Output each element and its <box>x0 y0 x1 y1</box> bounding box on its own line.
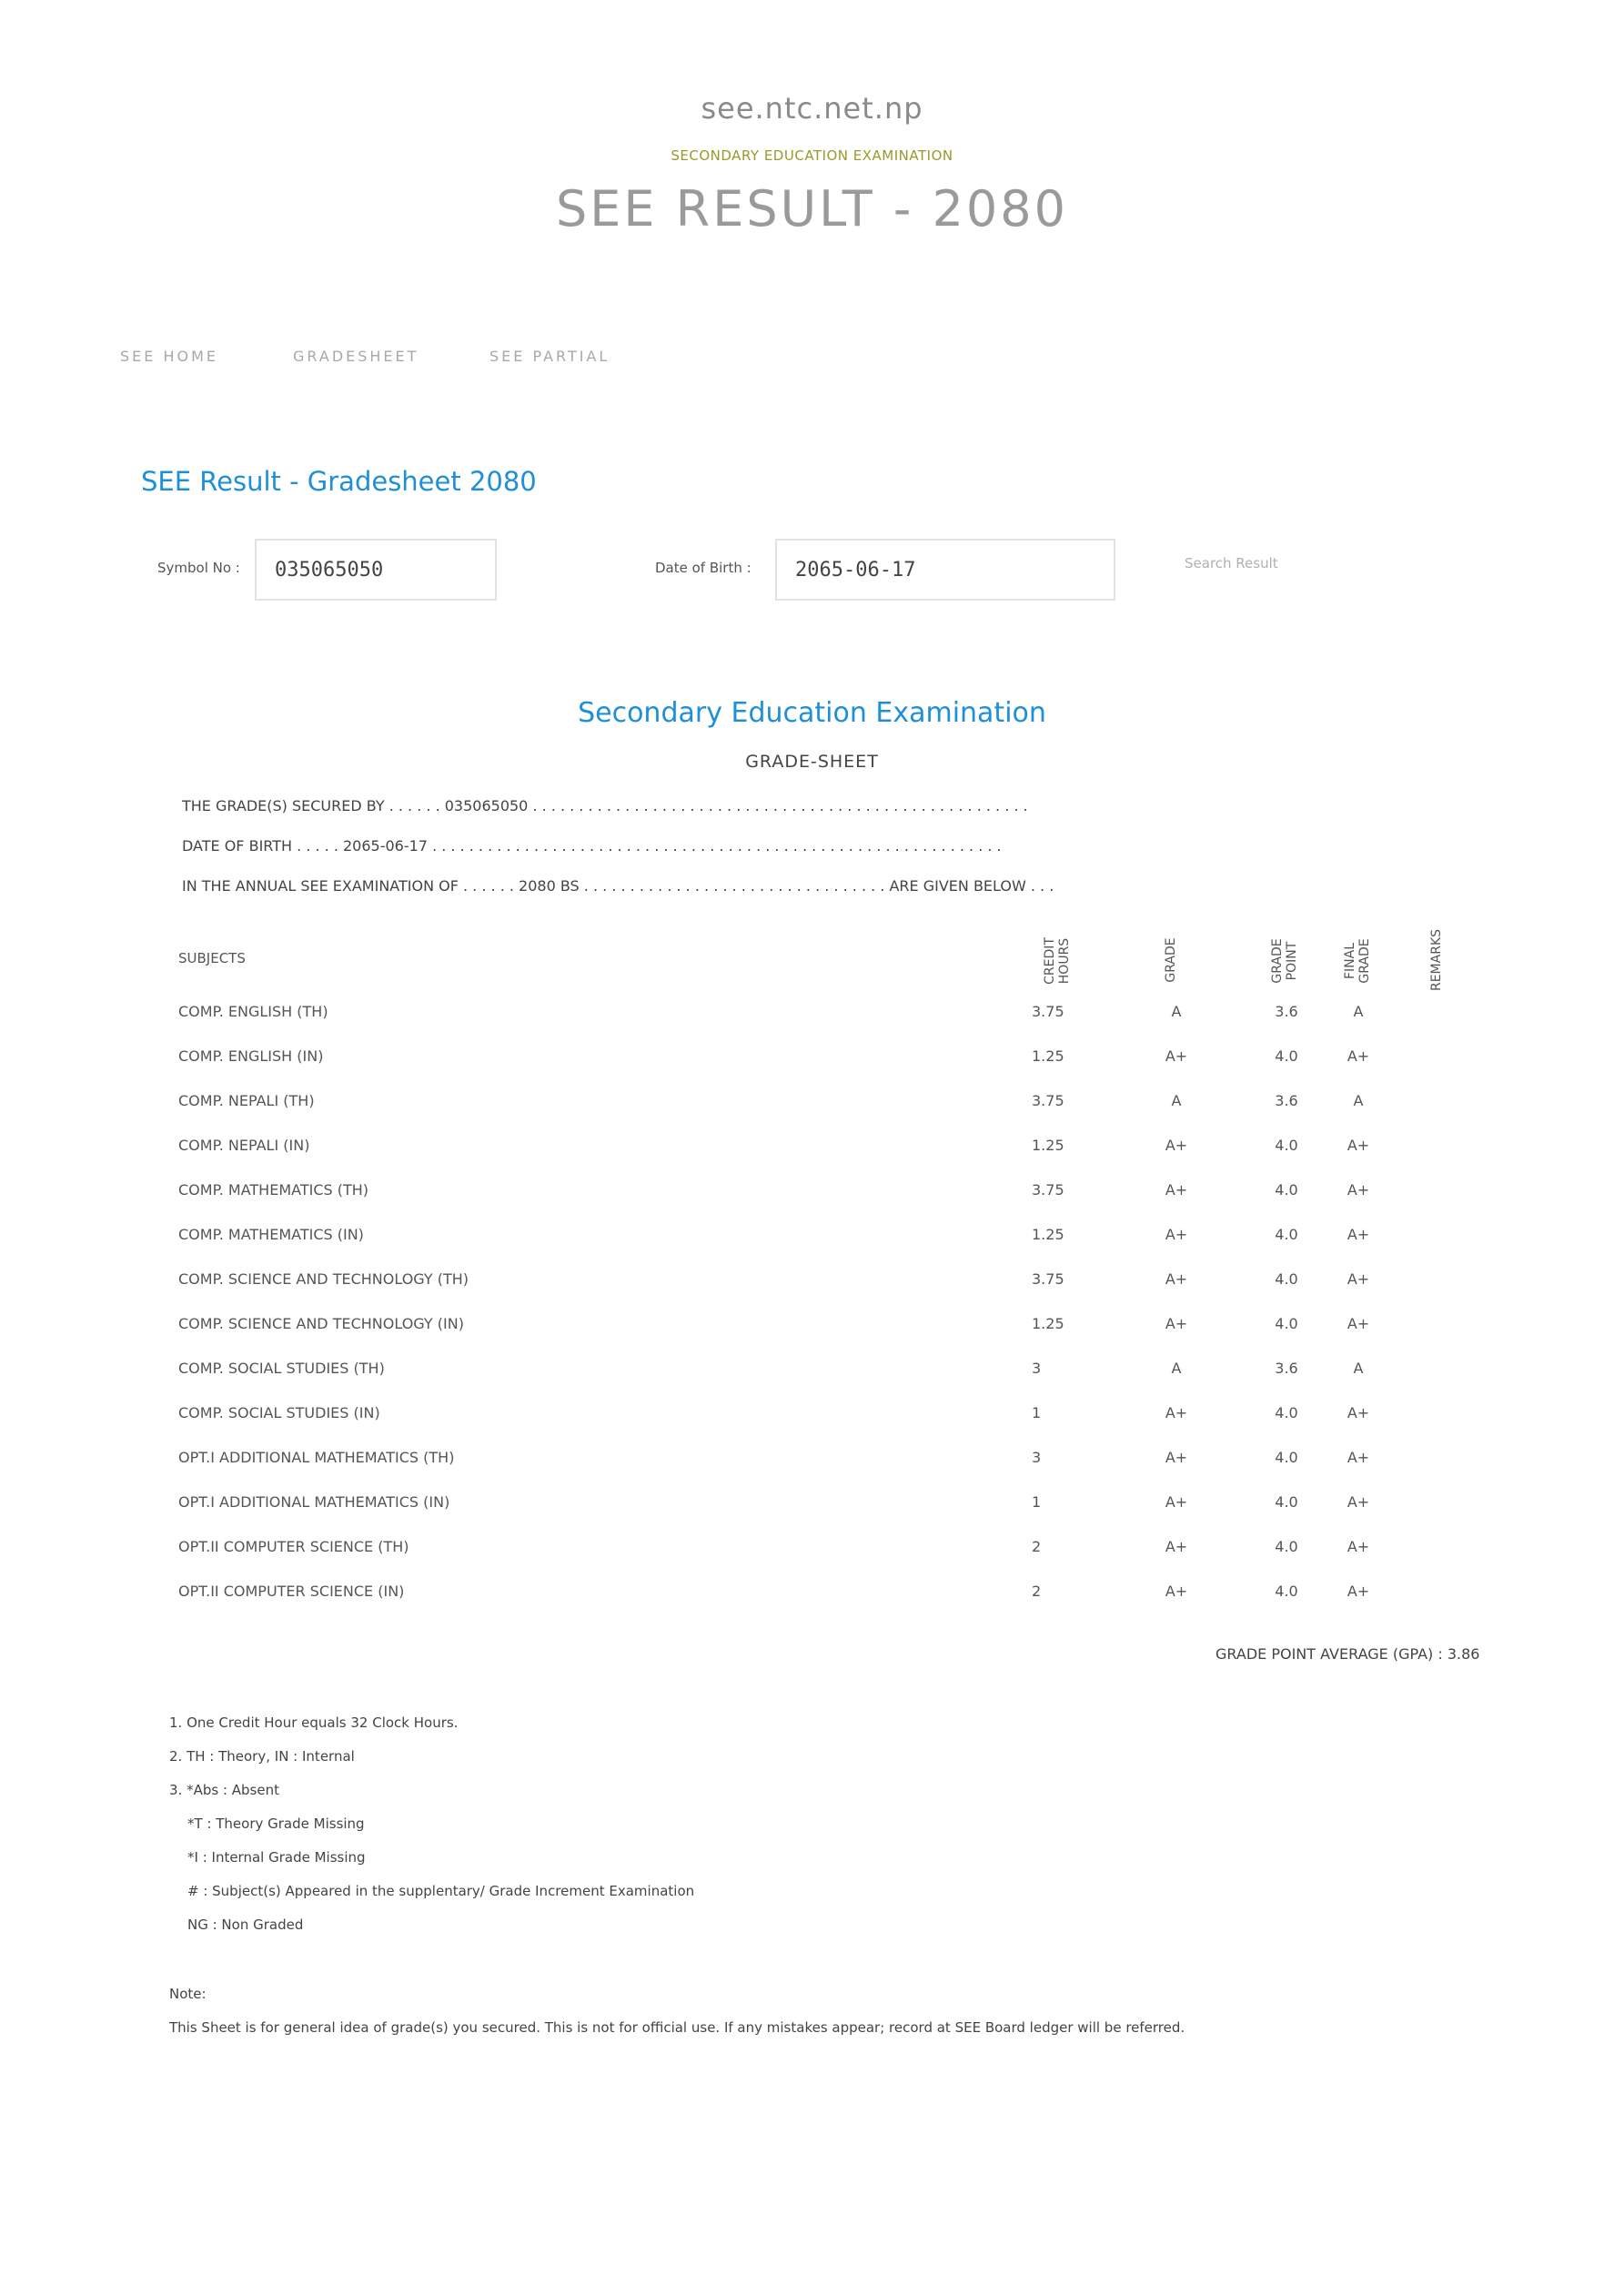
subject-name: COMP. SCIENCE AND TECHNOLOGY (TH) <box>178 1270 469 1288</box>
grade: A+ <box>1165 1538 1188 1555</box>
footnote-item: 2. TH : Theory, IN : Internal <box>169 1748 355 1765</box>
grade: A+ <box>1165 1315 1188 1332</box>
site-subtitle: SECONDARY EDUCATION EXAMINATION <box>671 147 953 164</box>
table-row <box>0 1538 1624 1565</box>
grade: A+ <box>1165 1181 1188 1199</box>
credit-hours: 1 <box>1032 1404 1042 1421</box>
final-grade: A+ <box>1347 1270 1370 1288</box>
subject-name: OPT.I ADDITIONAL MATHEMATICS (TH) <box>178 1449 455 1466</box>
grade: A+ <box>1165 1047 1188 1065</box>
credit-hours: 3 <box>1032 1449 1042 1466</box>
dob-line: DATE OF BIRTH . . . . . 2065-06-17 . . . . . . . . . . . . . . . . . . . . . . . . . . . . . . . . . . . . . . . . . . . . . . . . . . . . . . . . . . . . . . <box>182 837 1002 855</box>
table-row <box>0 1137 1624 1164</box>
subject-name: COMP. ENGLISH (IN) <box>178 1047 324 1065</box>
credit-hours: 2 <box>1032 1538 1042 1555</box>
table-row <box>0 1360 1624 1387</box>
note-label: Note: <box>169 1986 207 2002</box>
subject-name: OPT.II COMPUTER SCIENCE (TH) <box>178 1538 409 1555</box>
grade: A+ <box>1165 1137 1188 1154</box>
grade: A <box>1171 1003 1182 1020</box>
final-grade: A <box>1353 1360 1364 1377</box>
footnote-item: *I : Internal Grade Missing <box>187 1849 366 1866</box>
symbol-input[interactable] <box>255 539 497 601</box>
final-grade: A+ <box>1347 1449 1370 1466</box>
grade-point: 4.0 <box>1275 1315 1298 1332</box>
final-grade: A+ <box>1347 1315 1370 1332</box>
symbol-label: Symbol No : <box>157 560 240 576</box>
credit-hours: 1.25 <box>1032 1137 1064 1154</box>
footnote-item: # : Subject(s) Appeared in the supplentary/ Grade Increment Examination <box>187 1883 695 1899</box>
subject-name: COMP. ENGLISH (TH) <box>178 1003 328 1020</box>
grade-point: 4.0 <box>1275 1404 1298 1421</box>
footnote-item: 1. One Credit Hour equals 32 Clock Hours. <box>169 1714 459 1731</box>
subject-name: COMP. SOCIAL STUDIES (IN) <box>178 1404 380 1421</box>
subject-name: OPT.II COMPUTER SCIENCE (IN) <box>178 1583 405 1600</box>
credit-hours: 3.75 <box>1032 1270 1064 1288</box>
col-remarks: REMARKS <box>1429 928 1444 992</box>
table-row <box>0 1449 1624 1476</box>
final-grade: A+ <box>1347 1583 1370 1600</box>
grade-point: 4.0 <box>1275 1047 1298 1065</box>
credit-hours: 3.75 <box>1032 1003 1064 1020</box>
table-row <box>0 1092 1624 1119</box>
grade-point: 4.0 <box>1275 1270 1298 1288</box>
final-grade: A+ <box>1347 1538 1370 1555</box>
subject-name: COMP. NEPALI (TH) <box>178 1092 315 1109</box>
subject-name: COMP. SCIENCE AND TECHNOLOGY (IN) <box>178 1315 464 1332</box>
credit-hours: 3 <box>1032 1360 1042 1377</box>
grade: A+ <box>1165 1493 1188 1511</box>
final-grade: A <box>1353 1003 1364 1020</box>
grade-point: 4.0 <box>1275 1583 1298 1600</box>
nav-item-gradesheet[interactable]: GRADESHEET <box>293 348 419 365</box>
grade-point: 4.0 <box>1275 1181 1298 1199</box>
final-grade: A+ <box>1347 1493 1370 1511</box>
grade: A+ <box>1165 1226 1188 1243</box>
grade: A+ <box>1165 1583 1188 1600</box>
subject-name: COMP. NEPALI (IN) <box>178 1137 310 1154</box>
subject-name: COMP. MATHEMATICS (TH) <box>178 1181 369 1199</box>
nav-item-see-partial[interactable]: SEE PARTIAL <box>489 348 610 365</box>
dob-label: Date of Birth : <box>655 560 751 576</box>
form-title: SEE Result - Gradesheet 2080 <box>141 466 537 497</box>
credit-hours: 1.25 <box>1032 1226 1064 1243</box>
secured-by-line: THE GRADE(S) SECURED BY . . . . . . 035065050 . . . . . . . . . . . . . . . . . . . . . . . . . . . . . . . . . . . . . . . . . . . . . . . . . . . . . . <box>182 797 1028 814</box>
site-domain: see.ntc.net.np <box>701 91 923 126</box>
subject-name: COMP. MATHEMATICS (IN) <box>178 1226 364 1243</box>
table-row <box>0 1003 1624 1030</box>
grade-point: 3.6 <box>1275 1003 1298 1020</box>
table-row <box>0 1315 1624 1342</box>
grade: A+ <box>1165 1404 1188 1421</box>
credit-hours: 3.75 <box>1032 1181 1064 1199</box>
footnote-item: NG : Non Graded <box>187 1917 304 1933</box>
final-grade: A+ <box>1347 1226 1370 1243</box>
search-result-button[interactable]: Search Result <box>1185 555 1278 571</box>
credit-hours: 1.25 <box>1032 1047 1064 1065</box>
symbol-input-value: 035065050 <box>275 558 384 582</box>
grade-point: 4.0 <box>1275 1538 1298 1555</box>
table-row <box>0 1583 1624 1610</box>
grade-point: 4.0 <box>1275 1137 1298 1154</box>
grade-point: 3.6 <box>1275 1092 1298 1109</box>
grade: A <box>1171 1360 1182 1377</box>
grade-point: 4.0 <box>1275 1493 1298 1511</box>
final-grade: A+ <box>1347 1137 1370 1154</box>
table-row <box>0 1181 1624 1209</box>
col-grade-point: GRADE POINT <box>1270 938 1299 984</box>
final-grade: A <box>1353 1092 1364 1109</box>
grade-point: 3.6 <box>1275 1360 1298 1377</box>
grade: A+ <box>1165 1449 1188 1466</box>
final-grade: A+ <box>1347 1047 1370 1065</box>
page-title: SEE RESULT - 2080 <box>556 180 1068 238</box>
credit-hours: 2 <box>1032 1583 1042 1600</box>
col-subjects: SUBJECTS <box>178 950 246 966</box>
gpa-summary: GRADE POINT AVERAGE (GPA) : 3.86 <box>1215 1645 1480 1663</box>
exam-title: Secondary Education Examination <box>578 697 1046 729</box>
final-grade: A+ <box>1347 1404 1370 1421</box>
col-final-grade: FINAL GRADE <box>1343 938 1372 984</box>
grade-point: 4.0 <box>1275 1449 1298 1466</box>
grade: A+ <box>1165 1270 1188 1288</box>
note-text: This Sheet is for general idea of grade(s) you secured. This is not for official use. If any mistakes appear; record at SEE Board ledger will be referred. <box>169 2019 1185 2036</box>
footnote-item: *T : Theory Grade Missing <box>187 1816 365 1832</box>
dob-input[interactable] <box>775 539 1115 601</box>
exam-line: IN THE ANNUAL SEE EXAMINATION OF . . . . . . 2080 BS . . . . . . . . . . . . . . . . . . . . . . . . . . . . . . . . . ARE GIVEN BELOW . . . <box>182 877 1054 895</box>
table-row <box>0 1404 1624 1431</box>
grade: A <box>1171 1092 1182 1109</box>
col-credit-hours: CREDIT HOURS <box>1043 937 1072 985</box>
footnote-item: 3. *Abs : Absent <box>169 1782 279 1798</box>
credit-hours: 1.25 <box>1032 1315 1064 1332</box>
subject-name: OPT.I ADDITIONAL MATHEMATICS (IN) <box>178 1493 450 1511</box>
subject-name: COMP. SOCIAL STUDIES (TH) <box>178 1360 385 1377</box>
col-grade: GRADE <box>1164 937 1178 983</box>
table-row <box>0 1226 1624 1253</box>
table-row <box>0 1270 1624 1298</box>
grade-point: 4.0 <box>1275 1226 1298 1243</box>
dob-input-value: 2065-06-17 <box>795 558 916 582</box>
nav-item-see-home[interactable]: SEE HOME <box>120 348 218 365</box>
credit-hours: 3.75 <box>1032 1092 1064 1109</box>
credit-hours: 1 <box>1032 1493 1042 1511</box>
table-row <box>0 1493 1624 1521</box>
final-grade: A+ <box>1347 1181 1370 1199</box>
table-row <box>0 1047 1624 1075</box>
gradesheet-label: GRADE-SHEET <box>745 752 879 772</box>
